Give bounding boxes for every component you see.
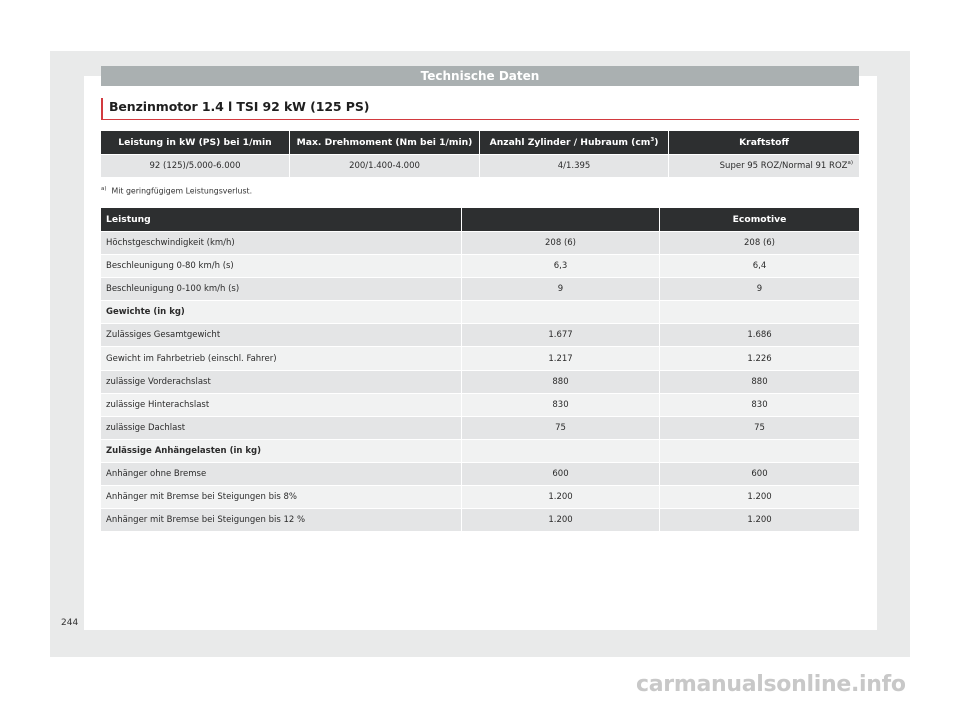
row-value-standard: 6,3 — [462, 254, 660, 277]
row-value-ecomotive: 9 — [660, 277, 859, 300]
row-value-standard: 208 (6) — [462, 231, 660, 254]
section-banner: Technische Daten — [101, 66, 859, 86]
row-label: zulässige Hinterachslast — [101, 393, 462, 416]
engine-heading-block — [101, 98, 859, 120]
page-number: 244 — [61, 618, 79, 628]
row-value-ecomotive: 600 — [660, 462, 859, 485]
row-value-standard — [462, 439, 660, 462]
row-label: zulässige Dachlast — [101, 416, 462, 439]
cell-fuel — [669, 154, 859, 177]
header-fuel: Kraftstoff — [669, 131, 859, 154]
table-section-row — [101, 300, 859, 323]
row-value-ecomotive: 75 — [660, 416, 859, 439]
footnote-marker: a) — [101, 186, 107, 192]
engine-table-header-row — [101, 131, 859, 154]
row-value-ecomotive: 880 — [660, 370, 859, 393]
engine-specs-table — [101, 131, 859, 177]
header-cylinders-label: Anzahl Zylinder / Hubraum (cm — [489, 137, 651, 148]
row-label: Zulässige Anhängelasten (in kg) — [101, 439, 462, 462]
table-row — [101, 485, 859, 508]
table-row — [101, 231, 859, 254]
row-label: Höchstgeschwindigkeit (km/h) — [101, 231, 462, 254]
header-cylinders — [480, 131, 669, 154]
row-value-ecomotive: 1.200 — [660, 508, 859, 531]
row-label: Beschleunigung 0-100 km/h (s) — [101, 277, 462, 300]
row-value-standard: 1.217 — [462, 346, 660, 369]
header-standard — [462, 208, 660, 231]
table-row — [101, 277, 859, 300]
row-value-ecomotive: 1.686 — [660, 323, 859, 346]
header-cylinders-sup: 3 — [650, 136, 655, 143]
cell-cylinders: 4/1.395 — [480, 154, 669, 177]
footnote-text: Mit geringfügigem Leistungsverlust. — [111, 186, 253, 196]
row-value-ecomotive: 1.226 — [660, 346, 859, 369]
header-torque: Max. Drehmoment (Nm bei 1/min) — [290, 131, 480, 154]
row-label: Gewichte (in kg) — [101, 300, 462, 323]
row-value-standard: 1.200 — [462, 485, 660, 508]
row-value-standard: 880 — [462, 370, 660, 393]
header-ecomotive: Ecomotive — [660, 208, 859, 231]
table-row — [101, 416, 859, 439]
row-value-ecomotive: 830 — [660, 393, 859, 416]
row-value-standard — [462, 300, 660, 323]
table-row — [101, 346, 859, 369]
row-value-standard: 1.200 — [462, 508, 660, 531]
table-row — [101, 393, 859, 416]
cell-power: 92 (125)/5.000-6.000 — [101, 154, 290, 177]
row-label: zulässige Vorderachslast — [101, 370, 462, 393]
row-label: Zulässiges Gesamtgewicht — [101, 323, 462, 346]
header-cylinders-close: ) — [654, 137, 659, 148]
row-value-ecomotive: 6,4 — [660, 254, 859, 277]
table-row — [101, 254, 859, 277]
row-value-standard: 600 — [462, 462, 660, 485]
cell-fuel-text: Super 95 ROZ/Normal 91 ROZ — [719, 161, 848, 171]
row-label: Anhänger ohne Bremse — [101, 462, 462, 485]
row-value-standard: 9 — [462, 277, 660, 300]
header-leistung: Leistung — [101, 208, 462, 231]
header-power: Leistung in kW (PS) bei 1/min — [101, 131, 290, 154]
row-label: Anhänger mit Bremse bei Steigungen bis 8% — [101, 485, 462, 508]
row-value-standard: 830 — [462, 393, 660, 416]
row-value-standard: 1.677 — [462, 323, 660, 346]
performance-table — [101, 208, 859, 531]
row-value-standard: 75 — [462, 416, 660, 439]
row-label: Anhänger mit Bremse bei Steigungen bis 12 % — [101, 508, 462, 531]
footnote — [101, 186, 252, 196]
table-row — [101, 508, 859, 531]
table-row — [101, 323, 859, 346]
table-section-row — [101, 439, 859, 462]
table-row — [101, 370, 859, 393]
row-value-ecomotive: 1.200 — [660, 485, 859, 508]
row-value-ecomotive — [660, 439, 859, 462]
cell-torque: 200/1.400-4.000 — [290, 154, 480, 177]
table-row — [101, 462, 859, 485]
engine-table-row — [101, 154, 859, 177]
watermark: carmanualsonline.info — [636, 672, 906, 697]
footnote-ref: a) — [847, 160, 853, 167]
row-value-ecomotive — [660, 300, 859, 323]
row-label: Beschleunigung 0-80 km/h (s) — [101, 254, 462, 277]
row-value-ecomotive: 208 (6) — [660, 231, 859, 254]
engine-heading: Benzinmotor 1.4 l TSI 92 kW (125 PS) — [109, 99, 370, 114]
performance-header-row — [101, 208, 859, 231]
row-label: Gewicht im Fahrbetrieb (einschl. Fahrer) — [101, 346, 462, 369]
